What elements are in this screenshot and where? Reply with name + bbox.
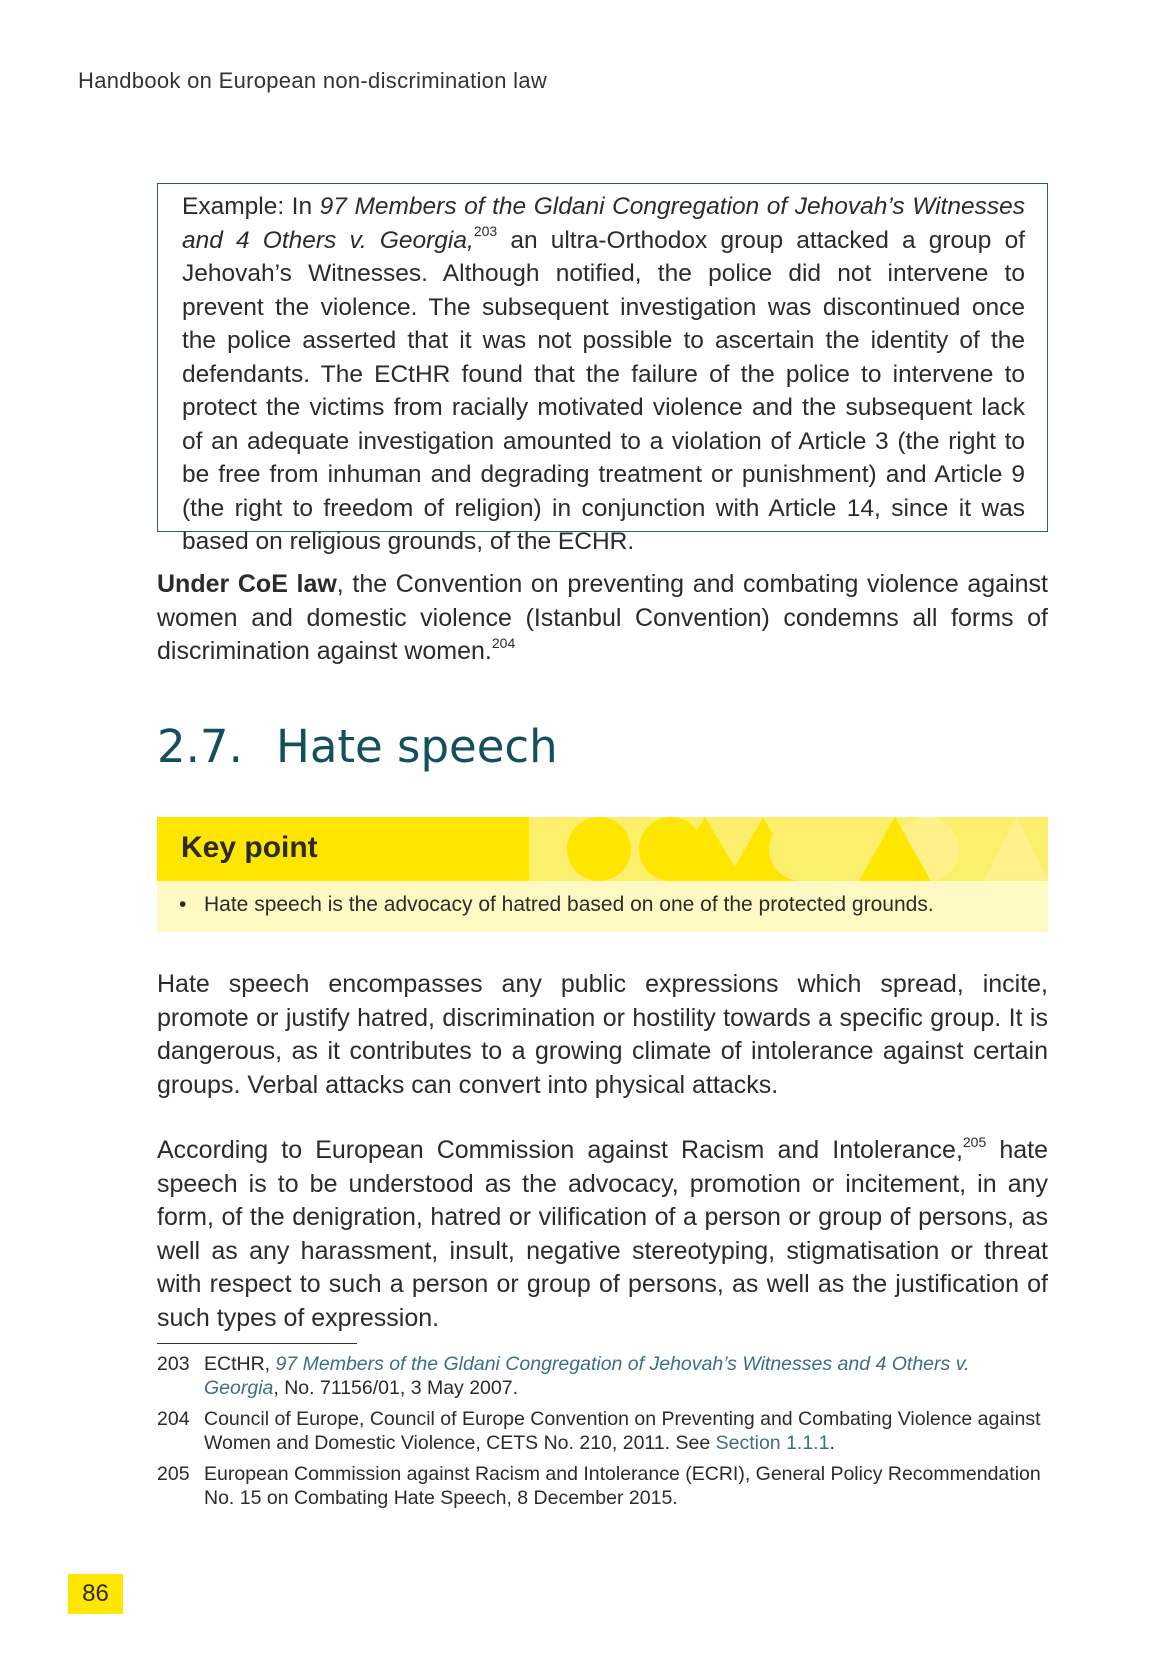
footnote-suffix: , No. 71156/01, 3 May 2007. — [273, 1377, 519, 1399]
footnote-text — [204, 1352, 1048, 1400]
footnote-case-link[interactable]: 97 Members of the Gldani Congregation of Jehovah’s Witnesses and 4 Others v. Georgia — [204, 1353, 970, 1399]
footnote-ref-203[interactable]: 203 — [473, 223, 498, 240]
decorative-shapes — [529, 817, 1048, 881]
paragraph-ecri-after: hate speech is to be understood as the advocacy, promotion or incitement, in any form, of the denigration, hatred or vilification of a person or group of persons, as well as any harassment, insult, negative stereotyping, stigmatisation or threat with respect to such a person or group of persons, as well as the justification of such types of expression. — [157, 1136, 1048, 1332]
coe-lead: Under CoE law — [157, 570, 337, 598]
example-body: an ultra-Orthodox group attacked a group of Jehovah’s Witnesses. Although notified, the police did not intervene to prevent the violence. The subsequent investigation was discontinued once the police asserted that it was not possible to ascertain the identity of the defendants. The ECtHR found that the failure of the police to intervene to protect the victims from racially motivated violence and the subsequent lack of an adequate investigation amounted to a violation of Article 3 (the right to be free from inhuman and degrading treatment or punishment) and Article 9 (the right to freedom of religion) in conjunction with Article 14, since it was based on religious grounds, of the ECHR. — [182, 226, 1026, 555]
footnote-205 — [157, 1462, 1048, 1510]
footnote-section-link[interactable]: Section 1.1.1 — [715, 1432, 830, 1454]
decor-circle-1 — [567, 817, 631, 881]
page-number: 86 — [82, 1580, 109, 1607]
paragraph-ecri — [157, 1134, 1048, 1335]
footnote-text — [204, 1462, 1048, 1510]
example-case-title: 97 Members of the Gldani Congregation of Jehovah’s Witnesses and 4 Others v. Georgia — [182, 193, 1025, 254]
footnote-203 — [157, 1352, 1048, 1400]
key-point-body — [157, 881, 1048, 932]
footnote-ref-204[interactable]: 204 — [491, 634, 516, 651]
footnote-number: 205 — [157, 1463, 190, 1485]
footnote-prefix: Council of Europe, Council of Europe Convention on Preventing and Combating Violence against Women and Domestic Violence, CETS No. 210, 2011. See — [204, 1408, 1041, 1454]
footnote-number: 204 — [157, 1408, 190, 1430]
example-box — [157, 183, 1048, 555]
decor-triangle-4 — [983, 817, 1048, 881]
footnote-divider — [157, 1343, 357, 1344]
footnote-204 — [157, 1407, 1048, 1455]
footnote-prefix: ECtHR, — [204, 1353, 276, 1375]
section-heading — [157, 720, 558, 773]
coe-text: , the Convention on preventing and combating violence against women and domestic violence (Istanbul Convention) condemns all forms of discrimination against women. — [157, 570, 1048, 665]
running-header: Handbook on European non-discrimination law — [78, 68, 548, 93]
footnote-ref-205[interactable]: 205 — [962, 1133, 987, 1150]
key-point-box — [157, 817, 1048, 932]
section-number: 2.7. — [157, 720, 243, 773]
footnote-text — [204, 1407, 1048, 1455]
footnote-number: 203 — [157, 1353, 190, 1375]
decor-circle-3 — [769, 817, 833, 881]
example-text — [182, 190, 1025, 559]
key-point-title: Key point — [181, 831, 318, 864]
footnote-suffix: . — [829, 1432, 835, 1454]
bullet-icon: • — [179, 893, 187, 916]
example-prefix: Example: In — [182, 193, 320, 220]
page-number-badge — [68, 1574, 123, 1614]
key-point-item: Hate speech is the advocacy of hatred based on one of the protected grounds. — [204, 893, 934, 916]
coe-paragraph — [157, 568, 1048, 669]
example-case-comma: , — [467, 226, 474, 254]
paragraph-hate-speech: Hate speech encompasses any public expressions which spread, incite, promote or justify hatred, discrimination or hostility towards a specific group. It is dangerous, as it contributes to a growing climate of intolerance against certain groups. Verbal attacks can convert into physical attacks. — [157, 970, 1048, 1099]
footnote-prefix: European Commission against Racism and Intolerance (ECRI), General Policy Recommendation No. 15 on Combating Hate Speech, 8 December 2015. — [204, 1463, 1041, 1509]
paragraph-ecri-before: According to European Commission against Racism and Intolerance, — [157, 1136, 963, 1164]
section-title: Hate speech — [276, 720, 558, 773]
